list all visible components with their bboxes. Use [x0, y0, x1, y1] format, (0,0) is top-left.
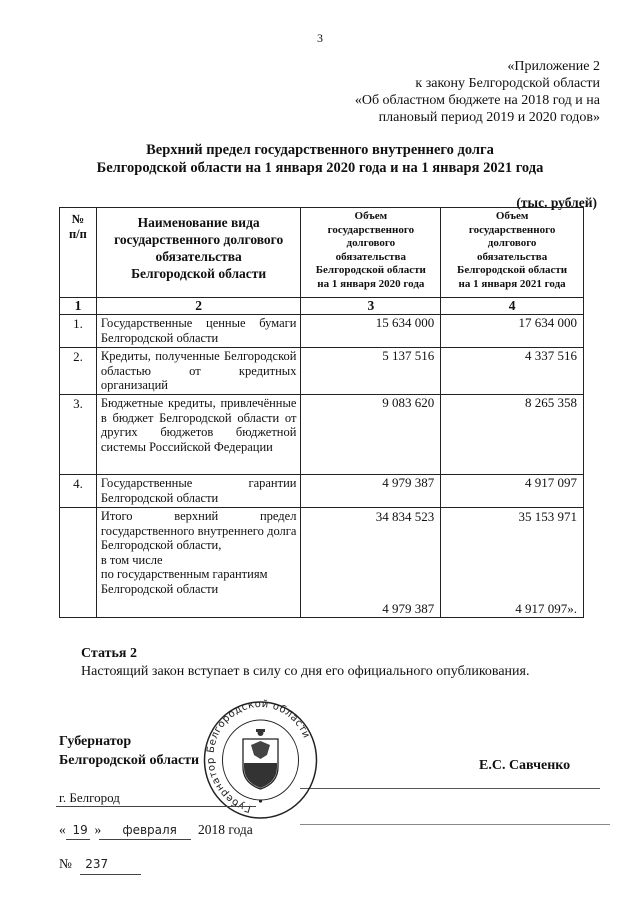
- row-value-2020: 5 137 516: [301, 348, 441, 395]
- date-month: февраля: [122, 823, 177, 837]
- row-number: 4.: [60, 475, 97, 508]
- row-value-2021: 4 917 097: [441, 475, 584, 508]
- article-title: Статья 2: [81, 646, 137, 661]
- row-value-2020: 4 979 387: [301, 475, 441, 508]
- total-guarantees-label: по государственным гарантиям Белгородской области: [100, 567, 268, 596]
- header-num: № п/п: [60, 208, 97, 298]
- place-of-signing: г. Белгород: [59, 790, 120, 805]
- table-row: [60, 395, 584, 475]
- signatory-name: Е.С. Савченко: [479, 758, 571, 773]
- row-value-2020: 9 083 620: [301, 395, 441, 475]
- index-cell: 4: [441, 298, 584, 315]
- divider-line: [300, 788, 600, 789]
- row-name: Государственные гарантии Белгородской области: [96, 475, 301, 508]
- total-guarantees-2021: 4 917 097».: [515, 601, 577, 616]
- law-number-value: 237: [85, 857, 109, 871]
- row-name: Бюджетные кредиты, привлечённые в бюджет Белгородской области от других бюджетов бюджетной системы Российской Федерации: [96, 395, 301, 475]
- row-value-2021: 17 634 000: [441, 315, 584, 348]
- seal-text: Губернатор Белгородской области: [205, 699, 312, 814]
- annex-line: «Приложение 2: [507, 59, 600, 74]
- annex-line: плановый период 2019 и 2020 годов»: [378, 110, 600, 125]
- row-name: Государственные ценные бумаги Белгородской области: [96, 315, 301, 348]
- total-guarantees-2020: 4 979 387: [382, 601, 435, 616]
- table-row: [60, 315, 584, 348]
- total-sum-2020: 34 834 523: [375, 509, 435, 524]
- annex-line: к закону Белгородской области: [415, 76, 600, 91]
- coat-of-arms-icon: [243, 729, 278, 789]
- date-year: 2018 года: [198, 822, 253, 837]
- title-line: Верхний предел государственного внутреннего долга: [146, 142, 494, 158]
- row-number: 2.: [60, 348, 97, 395]
- law-number: № 237: [59, 856, 136, 872]
- annex-header: [355, 58, 600, 126]
- row-number: 1.: [60, 315, 97, 348]
- number-underline: [80, 874, 141, 875]
- header-name: Наименование вида государственного долгового обязательства Белгородской области: [96, 208, 301, 298]
- table-index-row: [60, 298, 584, 315]
- debt-table: [59, 207, 584, 618]
- page-number: 3: [317, 31, 323, 45]
- total-incl: в том числе: [100, 552, 163, 567]
- signatory-title: Губернатор Белгородской области: [59, 734, 200, 768]
- row-name: Кредиты, полученные Белгородской областью от кредитных организаций: [96, 348, 301, 395]
- table-row: [60, 348, 584, 395]
- divider-line: [56, 806, 256, 807]
- units-label: (тыс. рублей): [516, 195, 597, 210]
- header-volume-2020: Объем государственного долгового обязательства Белгородской области на 1 января 2020 года: [301, 208, 441, 298]
- signing-date: « 19 » февраля 2018 года: [59, 822, 253, 837]
- article-text: Настоящий закон вступает в силу со дня его официального опубликования.: [81, 664, 530, 679]
- title-line: Белгородской области на 1 января 2020 года и на 1 января 2021 года: [96, 160, 544, 176]
- total-value-2020: [301, 508, 441, 618]
- row-number: 3.: [60, 395, 97, 475]
- index-cell: 2: [96, 298, 301, 315]
- row-number: [60, 508, 97, 618]
- document-title: [0, 141, 640, 177]
- table-total-row: [60, 508, 584, 618]
- total-sum-2021: 35 153 971: [518, 509, 577, 524]
- total-name: [96, 508, 301, 618]
- row-value-2021: 4 337 516: [441, 348, 584, 395]
- total-label: Итого верхний предел государственного внутреннего долга Белгородской области,: [100, 509, 297, 552]
- total-value-2021: [441, 508, 584, 618]
- divider-line: [300, 824, 610, 825]
- row-value-2021: 8 265 358: [441, 395, 584, 475]
- index-cell: 1: [60, 298, 97, 315]
- table-header-row: [60, 208, 584, 298]
- annex-line: «Об областном бюджете на 2018 год и на: [354, 93, 600, 108]
- official-seal: [201, 699, 320, 823]
- row-value-2020: 15 634 000: [301, 315, 441, 348]
- header-volume-2021: Объем государственного долгового обязательства Белгородской области на 1 января 2021 года: [441, 208, 584, 298]
- date-day: 19: [72, 823, 88, 837]
- index-cell: 3: [301, 298, 441, 315]
- table-row: [60, 475, 584, 508]
